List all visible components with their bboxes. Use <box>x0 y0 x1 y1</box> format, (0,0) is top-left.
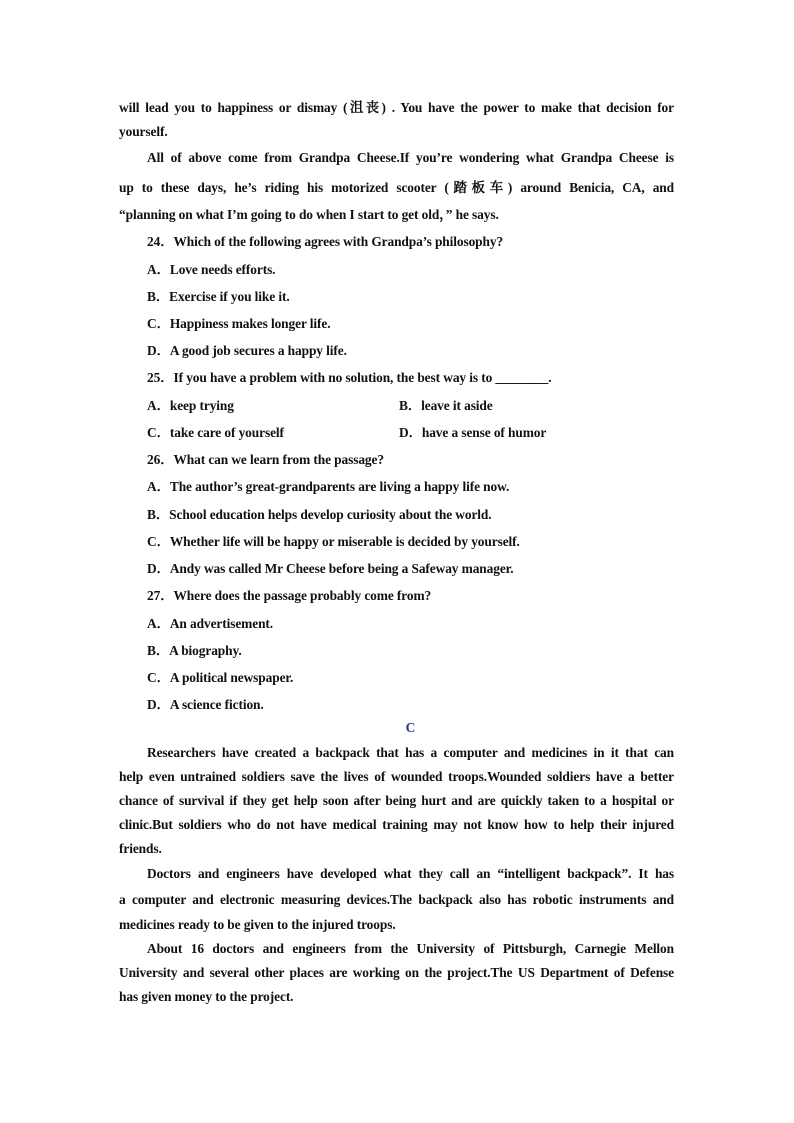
passage-line: chance of survival if they get help soon after being hurt and are quickly taken to a hospital or <box>119 793 674 808</box>
passage-line: will lead you to happiness or dismay (沮丧) . You have the power to make that decision for <box>119 100 674 115</box>
passage-line: University and several other places are working on the project.The US Department of Defense <box>119 965 674 980</box>
passage-line: “planning on what I’m going to do when I start to get old，” he says. <box>119 207 499 222</box>
passage-line: Doctors and engineers have developed what they call an “intelligent backpack”. It has <box>147 866 674 881</box>
option-25-c: C．take care of yourself <box>147 425 284 440</box>
passage-line: medicines ready to be given to the injured troops. <box>119 917 396 932</box>
passage-line: help even untrained soldiers save the lives of wounded troops.Wounded soldiers have a better <box>119 769 674 784</box>
option-24-b: B．Exercise if you like it. <box>147 289 290 304</box>
option-26-c: C．Whether life will be happy or miserable is decided by yourself. <box>147 534 520 549</box>
passage-line: clinic.But soldiers who do not have medical training may not know how to help their injured <box>119 817 674 832</box>
option-24-d: D．A good job secures a happy life. <box>147 343 347 358</box>
passage-line: up to these days, he’s riding his motorized scooter (踏板车) around Benicia, CA, and <box>119 180 674 195</box>
question-24-stem: 24．Which of the following agrees with Grandpa’s philosophy? <box>147 234 504 249</box>
option-26-a: A．The author’s great-grandparents are living a happy life now. <box>147 479 510 494</box>
option-25-a: A．keep trying <box>147 398 234 413</box>
option-25-b: B．leave it aside <box>399 398 493 413</box>
passage-line: a computer and electronic measuring devices.The backpack also has robotic instruments and <box>119 892 674 907</box>
option-26-d: D．Andy was called Mr Cheese before being a Safeway manager. <box>147 561 514 576</box>
option-27-d: D．A science fiction. <box>147 697 264 712</box>
passage-line: friends. <box>119 841 162 856</box>
option-27-a: A．An advertisement. <box>147 616 274 631</box>
passage-line: Researchers have created a backpack that has a computer and medicines in it that can <box>147 745 674 760</box>
option-26-b: B．School education helps develop curiosity about the world. <box>147 507 492 522</box>
section-heading: C <box>405 720 416 735</box>
question-26-stem: 26．What can we learn from the passage? <box>147 452 384 467</box>
option-25-d: D．have a sense of humor <box>399 425 547 440</box>
passage-line: About 16 doctors and engineers from the University of Pittsburgh, Carnegie Mellon <box>147 941 674 956</box>
question-27-stem: 27．Where does the passage probably come from? <box>147 588 432 603</box>
passage-line: yourself. <box>119 124 168 139</box>
passage-line: All of above come from Grandpa Cheese.If you’re wondering what Grandpa Cheese is <box>147 150 674 165</box>
question-25-stem: 25．If you have a problem with no solution, the best way is to ________. <box>147 370 552 385</box>
option-27-c: C．A political newspaper. <box>147 670 294 685</box>
passage-line: has given money to the project. <box>119 989 294 1004</box>
option-24-c: C．Happiness makes longer life. <box>147 316 331 331</box>
option-24-a: A．Love needs efforts. <box>147 262 276 277</box>
option-27-b: B．A biography. <box>147 643 242 658</box>
